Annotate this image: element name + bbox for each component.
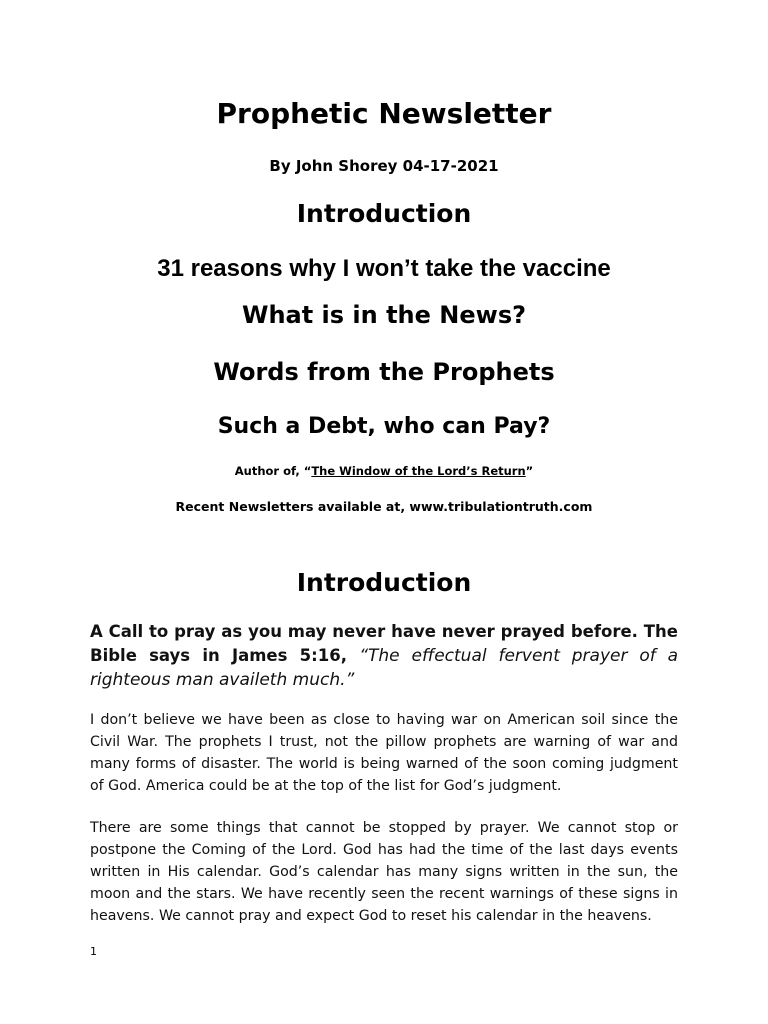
body-paragraph: There are some things that cannot be stopped by prayer. We cannot stop or postpone the Coming of the Lord. God has had the time of the last days events written in His calendar. God’s calendar has many signs written in the sun, the moon and the stars. We have recently seen the recent warnings of these signs in heavens. We cannot pray and expect God to reset his calendar in the heavens. [90, 820, 678, 924]
toc-vaccine-reasons: 31 reasons why I won’t take the vaccine [157, 255, 611, 282]
toc-news: What is in the News? [241, 301, 527, 329]
author-prefix: Author of, “ [234, 464, 312, 478]
recent-newsletters-line: Recent Newsletters available at, www.tribulationtruth.com [175, 499, 593, 514]
byline: By John Shorey 04-17-2021 [269, 157, 499, 175]
page-number: 1 [90, 945, 97, 958]
call-to-pray-paragraph [90, 620, 678, 692]
body-paragraph: I don’t believe we have been as close to having war on American soil since the Civil War. The prophets I trust, not the pillow prophets are warning of war and many forms of disaster. The world is being warned of the soon coming judgment of God. America could be at the top of the list for God’s judgment. [90, 712, 678, 794]
toc-debt: Such a Debt, who can Pay? [217, 414, 551, 439]
section-heading-introduction: Introduction [296, 568, 472, 597]
scripture-quote: “The effectual fervent prayer of a righteous man availeth much.” [90, 646, 678, 690]
call-bold-text: A Call to pray as you may never have never prayed before. The Bible says in James 5:16, [90, 622, 678, 665]
newsletter-title: Prophetic Newsletter [216, 97, 552, 130]
toc-introduction: Introduction [296, 199, 472, 228]
author-line [0, 464, 768, 478]
author-suffix: ” [525, 464, 534, 478]
toc-prophets: Words from the Prophets [213, 358, 555, 386]
book-title-link[interactable]: The Window of the Lord’s Return [311, 464, 526, 478]
